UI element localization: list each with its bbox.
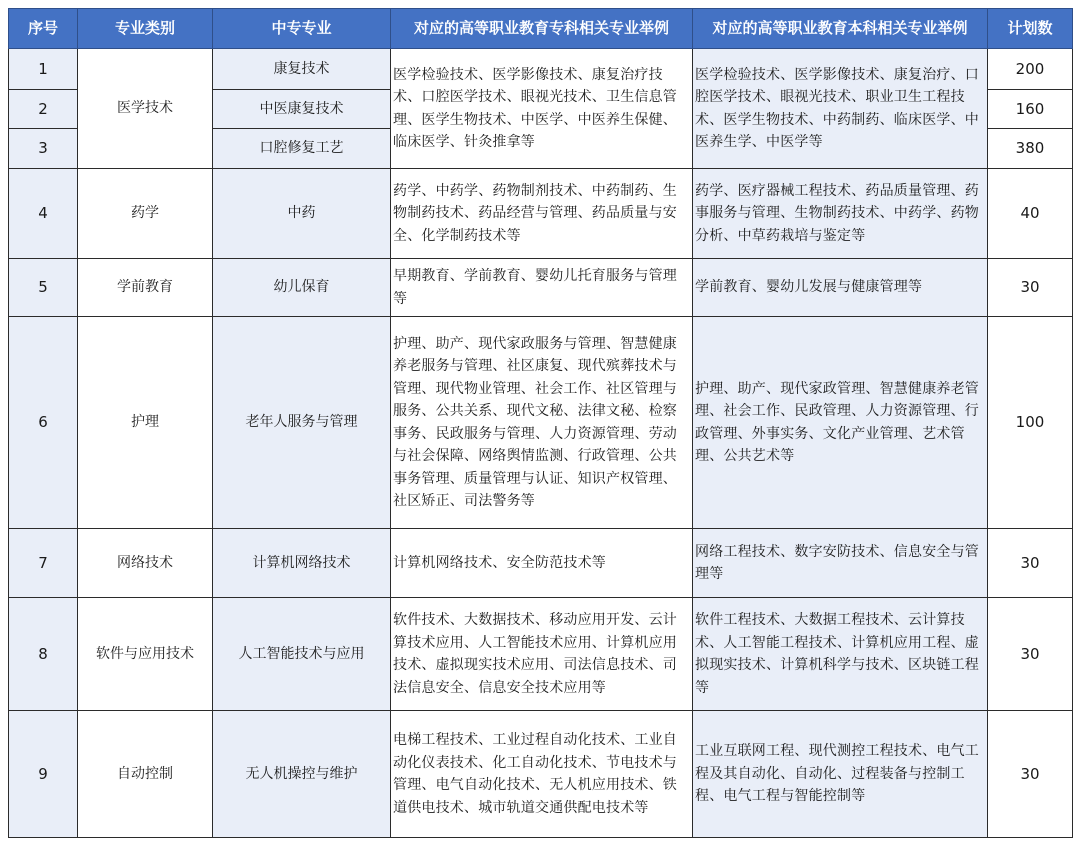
row-bachelor-examples: 学前教育、婴幼儿发展与健康管理等 — [693, 259, 988, 317]
row-category: 自动控制 — [78, 711, 213, 838]
row-no: 4 — [9, 169, 78, 259]
row-bachelor-examples: 护理、助产、现代家政管理、智慧健康养老管理、社会工作、民政管理、人力资源管理、行政管理、外事实务、文化产业管理、艺术管理、公共艺术等 — [693, 317, 988, 529]
row-major: 中医康复技术 — [213, 90, 391, 129]
row-plan: 30 — [988, 711, 1073, 838]
row-major: 无人机操控与维护 — [213, 711, 391, 838]
row-plan: 160 — [988, 90, 1073, 129]
row-bachelor-examples: 软件工程技术、大数据工程技术、云计算技术、人工智能工程技术、计算机应用工程、虚拟现实技术、计算机科学与技术、区块链工程等 — [693, 598, 988, 711]
row-junior-examples: 软件技术、大数据技术、移动应用开发、云计算技术应用、人工智能技术应用、计算机应用技术、虚拟现实技术应用、司法信息技术、司法信息安全、信息安全技术应用等 — [391, 598, 693, 711]
row-major: 中药 — [213, 169, 391, 259]
row-junior-examples: 计算机网络技术、安全防范技术等 — [391, 529, 693, 598]
row-junior-examples: 早期教育、学前教育、婴幼儿托育服务与管理等 — [391, 259, 693, 317]
table-header-row — [9, 9, 1073, 49]
row-no: 7 — [9, 529, 78, 598]
row-category: 软件与应用技术 — [78, 598, 213, 711]
row-plan: 200 — [988, 49, 1073, 90]
header-category: 专业类别 — [78, 9, 213, 49]
row-category: 药学 — [78, 169, 213, 259]
row-category: 医学技术 — [78, 49, 213, 169]
table-row — [9, 711, 1073, 838]
row-category: 护理 — [78, 317, 213, 529]
row-plan: 100 — [988, 317, 1073, 529]
table-row — [9, 169, 1073, 259]
row-major: 人工智能技术与应用 — [213, 598, 391, 711]
row-no: 9 — [9, 711, 78, 838]
row-plan: 30 — [988, 598, 1073, 711]
row-no: 5 — [9, 259, 78, 317]
row-plan: 40 — [988, 169, 1073, 259]
header-plan: 计划数 — [988, 9, 1073, 49]
row-major: 康复技术 — [213, 49, 391, 90]
row-bachelor-examples: 医学检验技术、医学影像技术、康复治疗、口腔医学技术、眼视光技术、职业卫生工程技术、医学生物技术、中药制药、临床医学、中医养生学、中医学等 — [693, 49, 988, 169]
row-no: 6 — [9, 317, 78, 529]
header-junior-college: 对应的高等职业教育专科相关专业举例 — [391, 9, 693, 49]
row-major: 计算机网络技术 — [213, 529, 391, 598]
table-row — [9, 49, 1073, 90]
row-junior-examples: 药学、中药学、药物制剂技术、中药制药、生物制药技术、药品经营与管理、药品质量与安全、化学制药技术等 — [391, 169, 693, 259]
row-plan: 30 — [988, 259, 1073, 317]
row-bachelor-examples: 工业互联网工程、现代测控工程技术、电气工程及其自动化、自动化、过程装备与控制工程、电气工程与智能控制等 — [693, 711, 988, 838]
table-row — [9, 529, 1073, 598]
row-plan: 30 — [988, 529, 1073, 598]
row-plan: 380 — [988, 129, 1073, 169]
enrollment-plan-table — [8, 8, 1073, 838]
row-no: 3 — [9, 129, 78, 169]
table-row — [9, 317, 1073, 529]
row-bachelor-examples: 网络工程技术、数字安防技术、信息安全与管理等 — [693, 529, 988, 598]
row-major: 老年人服务与管理 — [213, 317, 391, 529]
header-major: 中专专业 — [213, 9, 391, 49]
header-bachelor: 对应的高等职业教育本科相关专业举例 — [693, 9, 988, 49]
row-no: 2 — [9, 90, 78, 129]
row-category: 学前教育 — [78, 259, 213, 317]
header-no: 序号 — [9, 9, 78, 49]
row-no: 1 — [9, 49, 78, 90]
row-junior-examples: 医学检验技术、医学影像技术、康复治疗技术、口腔医学技术、眼视光技术、卫生信息管理、医学生物技术、中医学、中医养生保健、临床医学、针灸推拿等 — [391, 49, 693, 169]
row-bachelor-examples: 药学、医疗器械工程技术、药品质量管理、药事服务与管理、生物制药技术、中药学、药物分析、中草药栽培与鉴定等 — [693, 169, 988, 259]
table-row — [9, 598, 1073, 711]
table-row — [9, 259, 1073, 317]
row-no: 8 — [9, 598, 78, 711]
row-category: 网络技术 — [78, 529, 213, 598]
row-junior-examples: 电梯工程技术、工业过程自动化技术、工业自动化仪表技术、化工自动化技术、节电技术与管理、电气自动化技术、无人机应用技术、铁道供电技术、城市轨道交通供配电技术等 — [391, 711, 693, 838]
row-junior-examples: 护理、助产、现代家政服务与管理、智慧健康养老服务与管理、社区康复、现代殡葬技术与管理、现代物业管理、社会工作、社区管理与服务、公共关系、现代文秘、法律文秘、检察事务、民政服务与管理、人力资源管理、劳动与社会保障、网络舆情监测、行政管理、公共事务管理、质量管理与认证、知识产权管理、社区矫正、司法警务等 — [391, 317, 693, 529]
row-major: 幼儿保育 — [213, 259, 391, 317]
row-major: 口腔修复工艺 — [213, 129, 391, 169]
